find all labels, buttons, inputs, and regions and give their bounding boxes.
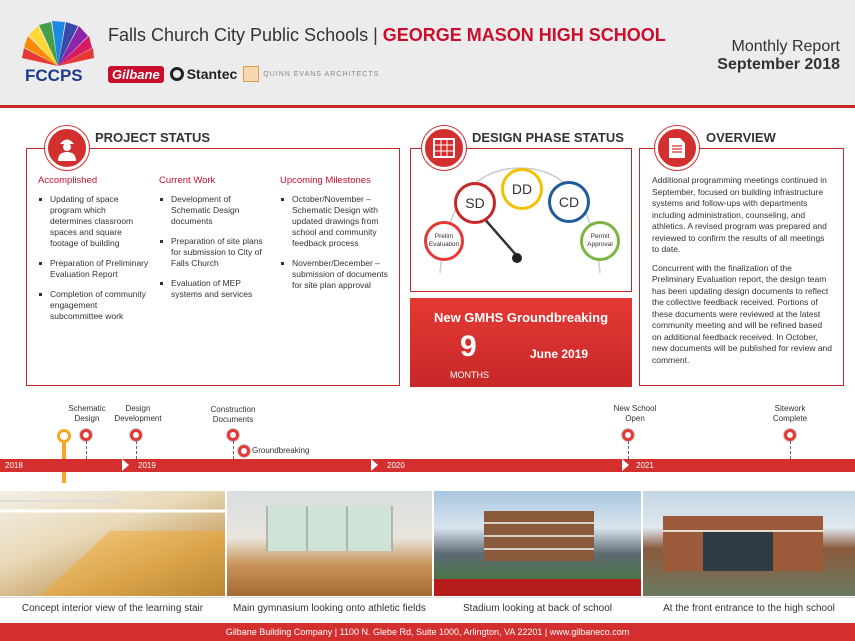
list-item: Completion of community engagement subcommittee work — [38, 289, 150, 322]
org-name: Falls Church City Public Schools | — [108, 25, 383, 45]
phase-prelim-evaluation: Prelim Evaluation — [424, 221, 464, 261]
document-icon — [655, 126, 699, 170]
milestone-label: Schematic Design — [68, 404, 106, 423]
overview-title: OVERVIEW — [706, 130, 776, 145]
list-item: Preparation of Preliminary Evaluation Report — [38, 258, 150, 280]
year-label: 2019 — [138, 461, 156, 470]
quinn-evans-mark-icon — [243, 66, 259, 82]
quinn-evans-logo — [243, 66, 379, 82]
milestone-label: Construction Documents — [210, 405, 256, 424]
phase-sd: SD — [454, 182, 496, 224]
fccps-logo-text: FCCPS — [25, 66, 83, 85]
list-item: November/December – submission of documents for site plan approval — [280, 258, 392, 291]
milestone-pin — [238, 445, 250, 457]
year-label: 2020 — [387, 461, 405, 470]
page-title — [108, 25, 666, 46]
milestone-connector — [86, 441, 87, 459]
milestone-label: New School Open — [613, 404, 657, 423]
report-period: September 2018 — [717, 56, 840, 73]
milestone-pin — [130, 429, 142, 441]
list-item: October/November – Schematic Design with updated drawings from school and community feedback process — [280, 194, 392, 249]
groundbreaking-title: New GMHS Groundbreaking — [433, 310, 609, 325]
year-chevron — [122, 459, 129, 471]
milestone-connector — [136, 441, 137, 459]
photo-caption: Concept interior view of the learning stair — [0, 597, 225, 622]
list-item: Development of Schematic Design documents — [159, 194, 271, 227]
accomplished-heading: Accomplished — [38, 175, 98, 186]
entrance-illustration — [643, 491, 855, 596]
fccps-book-logo — [20, 14, 96, 68]
footer-address: Gilbane Building Company | 1100 N. Glebe Rd, Suite 1000, Arlington, VA 22201 | www.gilbaneco.com — [0, 623, 855, 641]
design-phase-title: DESIGN PHASE STATUS — [472, 130, 624, 145]
photo-caption: Main gymnasium looking onto athletic fields — [227, 597, 432, 622]
stantec-label: Stantec — [186, 66, 238, 82]
school-name: GEORGE MASON HIGH SCHOOL — [382, 25, 666, 45]
milestone-connector — [628, 441, 629, 459]
milestone-pin — [622, 429, 634, 441]
photo-front-entrance — [643, 491, 855, 596]
overview-panel — [639, 148, 844, 386]
accomplished-column — [38, 175, 150, 331]
milestone-pin — [227, 429, 239, 441]
worker-icon — [45, 126, 89, 170]
phase-cd: CD — [548, 181, 590, 223]
upcoming-heading: Upcoming Milestones — [280, 175, 371, 186]
current-position-marker — [57, 429, 71, 443]
year-chevron — [371, 459, 378, 471]
groundbreaking-months: 9 — [460, 330, 477, 363]
upcoming-milestones-column — [280, 175, 392, 300]
groundbreaking-box — [410, 298, 632, 387]
gilbane-logo: Gilbane — [108, 66, 164, 83]
milestone-pin — [784, 429, 796, 441]
photo-caption: At the front entrance to the high school — [643, 597, 855, 622]
milestone-connector — [790, 441, 791, 459]
overview-paragraph: Concurrent with the finalization of the Preliminary Evaluation report, the design team has been updating design documents to reflect the collective feedback received. Portions of these documents were reviewed at the latest community meeting and will be refined based on additional feedback received. In October, new documents will be published for review and comment. — [652, 262, 833, 365]
year-chevron — [622, 459, 629, 471]
partner-logos — [108, 64, 379, 84]
report-label: Monthly Report — [731, 38, 840, 55]
gym-illustration — [227, 491, 432, 596]
photo-learning-stair — [0, 491, 225, 596]
photo-gymnasium — [227, 491, 432, 596]
year-label: 2021 — [636, 461, 654, 470]
milestone-label: Design Development — [114, 404, 162, 423]
stair-illustration — [0, 491, 225, 596]
milestone-pin — [80, 429, 92, 441]
milestone-label: Sitework Complete — [772, 404, 808, 423]
current-work-column — [159, 175, 271, 309]
groundbreaking-date: June 2019 — [530, 347, 589, 361]
project-status-title: PROJECT STATUS — [95, 130, 211, 145]
milestone-connector — [233, 441, 234, 459]
stadium-illustration — [434, 491, 641, 596]
stantec-circle-icon — [170, 67, 184, 81]
list-item: Preparation of site plans for submission to City of Falls Church — [159, 236, 271, 269]
stantec-logo — [170, 66, 238, 82]
year-label: 2018 — [5, 461, 23, 470]
needle-hub — [512, 253, 522, 263]
report-info — [700, 38, 840, 74]
phase-permit-approval: Permit Approval — [580, 221, 620, 261]
quinn-evans-label: QUINN EVANS ARCHITECTS — [263, 70, 380, 78]
milestone-label: Groundbreaking — [252, 446, 310, 455]
phase-dd: DD — [501, 168, 543, 210]
overview-paragraph: Additional programming meetings continued in September, focused on building infrastructure systems and follow-ups with departments including administration, counseling, and athletics. A revised program was prepared and reviewed to confirm the results of all meetings to date. — [652, 175, 827, 254]
photo-caption: Stadium looking at back of school — [434, 597, 641, 622]
list-item: Evaluation of MEP systems and services — [159, 278, 271, 300]
groundbreaking-months-label: MONTHS — [450, 370, 489, 380]
photo-stadium — [434, 491, 641, 596]
list-item: Updating of space program which determines classroom spaces and square footage of building — [38, 194, 150, 249]
current-work-heading: Current Work — [159, 175, 216, 186]
